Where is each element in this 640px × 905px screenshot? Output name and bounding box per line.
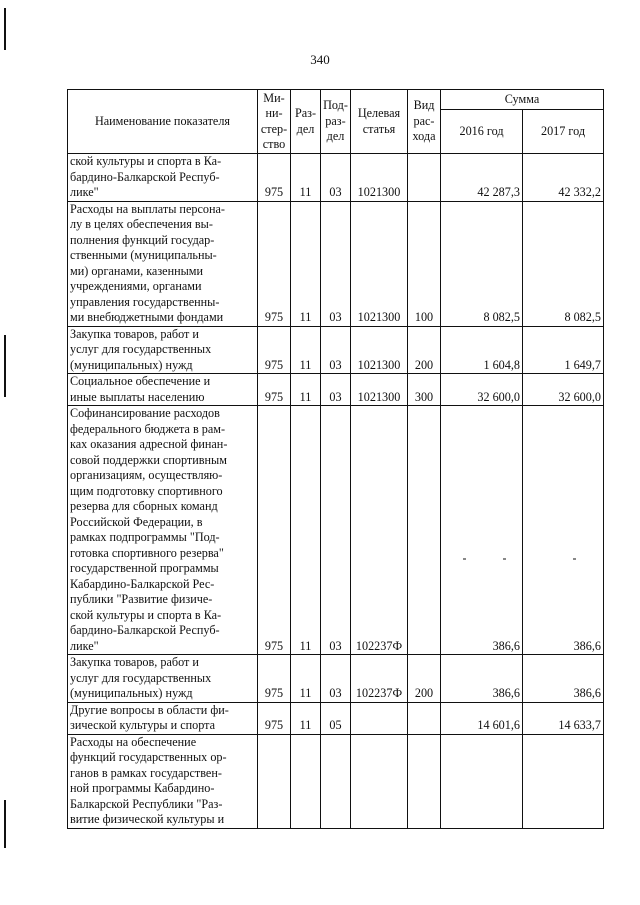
row-amount-2016: 386,6 (441, 406, 523, 655)
row-section: 11 (291, 406, 321, 655)
row-name: Расходы на обеспечение функций государственных ор- ганов в рамках государствен- ной программы Кабардино- Балкарской Республики "Раз- витие физической культуры и (68, 734, 258, 828)
row-amount-2016: 32 600,0 (441, 374, 523, 406)
row-section: 11 (291, 154, 321, 202)
row-ministry: 975 (258, 154, 291, 202)
table-row (68, 154, 604, 202)
row-amount-2016 (441, 734, 523, 828)
row-expense-type (408, 702, 441, 734)
row-target: 1021300 (351, 374, 408, 406)
row-amount-2016: 8 082,5 (441, 201, 523, 326)
page-number: 340 (310, 52, 330, 67)
row-target: 102237Ф (351, 655, 408, 703)
row-section: 11 (291, 326, 321, 374)
header-subsection: Под- раз- дел (321, 90, 351, 154)
table-row (68, 734, 604, 828)
table-row (68, 201, 604, 326)
row-expense-type: 300 (408, 374, 441, 406)
row-amount-2016: 386,6 (441, 655, 523, 703)
row-amount-2017: 32 600,0 (523, 374, 604, 406)
row-expense-type: 200 (408, 326, 441, 374)
row-name: Закупка товаров, работ и услуг для государственных (муниципальных) нужд (68, 655, 258, 703)
row-subsection: 03 (321, 406, 351, 655)
row-target (351, 702, 408, 734)
table-body (68, 154, 604, 829)
scan-edge-mark-bottom (4, 800, 6, 848)
scan-edge-mark-middle (4, 335, 6, 397)
row-section: 11 (291, 702, 321, 734)
scan-edge-mark-top (4, 8, 6, 50)
row-name: Закупка товаров, работ и услуг для государственных (муниципальных) нужд (68, 326, 258, 374)
table-row (68, 702, 604, 734)
row-name: ской культуры и спорта в Ка- бардино-Балкарской Респуб- лике" (68, 154, 258, 202)
header-ministry: Ми- ни- стер- ство (258, 90, 291, 154)
row-target: 1021300 (351, 326, 408, 374)
row-amount-2016: 14 601,6 (441, 702, 523, 734)
header-year-2016: 2016 год (441, 110, 523, 154)
row-subsection: 03 (321, 326, 351, 374)
header-section: Раз- дел (291, 90, 321, 154)
row-expense-type (408, 734, 441, 828)
row-amount-2017: 386,6 (523, 406, 604, 655)
row-ministry: 975 (258, 201, 291, 326)
row-ministry: 975 (258, 374, 291, 406)
table-row (68, 655, 604, 703)
row-name: Социальное обеспечение и иные выплаты населению (68, 374, 258, 406)
row-subsection: 03 (321, 374, 351, 406)
table-row (68, 374, 604, 406)
row-amount-2016: 1 604,8 (441, 326, 523, 374)
header-sum: Сумма (441, 90, 604, 110)
row-amount-2017: 42 332,2 (523, 154, 604, 202)
row-name: Другие вопросы в области фи- зической культуры и спорта (68, 702, 258, 734)
header-target: Целевая статья (351, 90, 408, 154)
row-target: 102237Ф (351, 406, 408, 655)
row-subsection: 03 (321, 201, 351, 326)
row-subsection: 05 (321, 702, 351, 734)
row-ministry: 975 (258, 702, 291, 734)
row-target: 1021300 (351, 154, 408, 202)
row-expense-type: 100 (408, 201, 441, 326)
row-ministry: 975 (258, 655, 291, 703)
row-subsection (321, 734, 351, 828)
header-name: Наименование показателя (68, 90, 258, 154)
row-name: Расходы на выплаты персона- лу в целях обеспечения вы- полнения функций государ- ственными (муниципальны- ми) органами, казенными учреждениями, органами управления государственны- ми внебюджетными фондами (68, 201, 258, 326)
row-section: 11 (291, 374, 321, 406)
row-target (351, 734, 408, 828)
row-expense-type (408, 154, 441, 202)
table-row (68, 326, 604, 374)
row-amount-2017: 386,6 (523, 655, 604, 703)
row-subsection: 03 (321, 655, 351, 703)
row-amount-2017: 8 082,5 (523, 201, 604, 326)
row-ministry: 975 (258, 326, 291, 374)
header-year-2017: 2017 год (523, 110, 604, 154)
row-expense-type: 200 (408, 655, 441, 703)
row-amount-2017: 14 633,7 (523, 702, 604, 734)
row-amount-2017: 1 649,7 (523, 326, 604, 374)
row-name: Софинансирование расходов федерального бюджета в рам- ках оказания адресной финан- совой поддержки спортивным организациям, осуществляю- щим подготовку спортивного резерва для сборных команд Российской Федерации, в рамках подпрограммы "Под- готовка спортивного резерва" государственной программы Кабардино-Балкарской Рес- публики "Развитие физиче- ской культуры и спорта в Ка- бардино-Балкарской Респуб- лике" (68, 406, 258, 655)
budget-table (67, 89, 604, 829)
row-section (291, 734, 321, 828)
row-section: 11 (291, 201, 321, 326)
row-ministry (258, 734, 291, 828)
row-subsection: 03 (321, 154, 351, 202)
row-section: 11 (291, 655, 321, 703)
row-target: 1021300 (351, 201, 408, 326)
row-expense-type (408, 406, 441, 655)
row-amount-2017 (523, 734, 604, 828)
header-expense-type: Вид рас- хода (408, 90, 441, 154)
table-row (68, 406, 604, 655)
row-ministry: 975 (258, 406, 291, 655)
row-amount-2016: 42 287,3 (441, 154, 523, 202)
